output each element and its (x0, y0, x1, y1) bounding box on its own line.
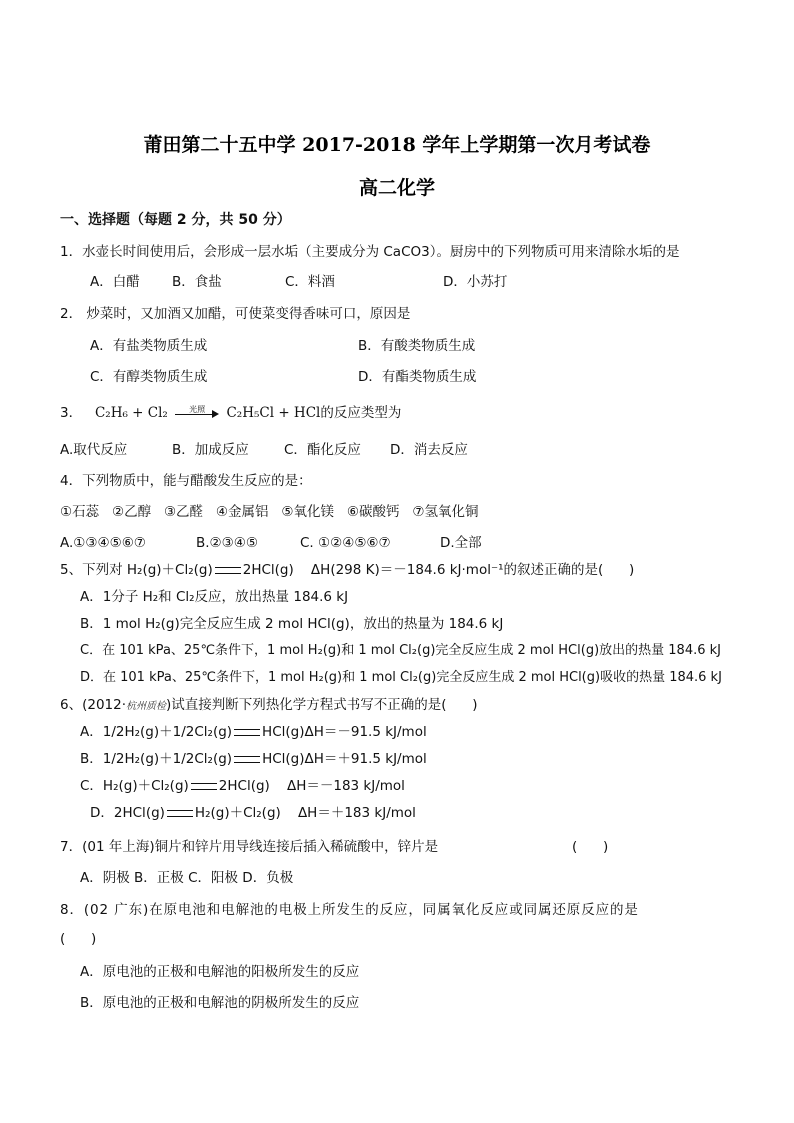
q4-option-c: C. ①②④⑤⑥⑦ (300, 535, 391, 551)
q3-condition: 光照 (189, 405, 206, 414)
q6-a-lhs: A．1/2H₂(g)＋1/2Cl₂(g) (80, 724, 233, 740)
q7-answer-blank: ( ) (572, 839, 609, 855)
q6-option-b (80, 750, 427, 768)
q6-option-a (80, 723, 427, 741)
question-1-stem: 1．水壶长时间使用后，会形成一层水垢（主要成分为 CaCO3）。厨房中的下列物质可用来清除水垢的是 (60, 244, 680, 260)
q3-tail: 的反应类型为 (320, 405, 402, 421)
equals-sign-icon (167, 810, 193, 817)
q5-stem-pre: 5、下列对 H₂(g)＋Cl₂(g) (60, 562, 213, 578)
q3-option-a: A.取代反应 (60, 442, 128, 458)
q7-options: A．阴极 B．正极 C．阳极 D．负极 (80, 870, 294, 886)
q3-reactants: C₂H₆ + Cl₂ (94, 405, 168, 421)
q8-answer-blank: ( ) (60, 931, 97, 947)
q1-option-b: B．食盐 (172, 274, 222, 290)
equals-sign-icon (215, 567, 241, 574)
q3-option-b: B．加成反应 (172, 442, 249, 458)
q1-option-a: A．白醋 (90, 274, 140, 290)
q2-option-b: B．有酸类物质生成 (358, 338, 476, 354)
q2-option-a: A．有盐类物质生成 (90, 338, 208, 354)
q6-d-lhs: D．2HCl(g) (90, 805, 165, 821)
q1-option-c: C．料酒 (285, 274, 335, 290)
q5-option-a: A．1分子 H₂和 Cl₂反应，放出热量 184.6 kJ (80, 589, 349, 605)
equals-sign-icon (191, 783, 217, 790)
q3-option-c: C．酯化反应 (284, 442, 361, 458)
exam-title: 莆田第二十五中学 2017-2018 学年上学期第一次月考试卷 (143, 134, 651, 156)
q2-option-c: C．有醇类物质生成 (90, 369, 208, 385)
exam-subtitle: 高二化学 (358, 177, 435, 199)
question-5-stem (60, 561, 634, 579)
question-6-stem (60, 696, 478, 716)
question-7-stem: 7．(01 年上海)铜片和锌片用导线连接后插入稀硫酸中，锌片是 (60, 839, 439, 855)
equals-sign-icon (234, 756, 260, 763)
q1-option-d: D．小苏打 (443, 274, 508, 290)
q6-option-d (90, 804, 416, 822)
q6-d-rhs: H₂(g)＋Cl₂(g) ΔH＝＋183 kJ/mol (194, 805, 416, 821)
q6-option-c (80, 777, 405, 795)
q4-option-b: B.②③④⑤ (196, 535, 258, 551)
q5-stem-mid: 2HCl(g) ΔH(298 K)＝－184.6 kJ·mol⁻¹的叙述正确的是( ) (242, 562, 635, 578)
question-4-stem: 4．下列物质中，能与醋酸发生反应的是： (60, 473, 312, 489)
q6-stem-pre: 6、(2012· (60, 697, 127, 713)
q6-c-rhs: 2HCl(g) ΔH＝－183 kJ/mol (218, 778, 405, 794)
source-stamp: 杭州质检 (126, 701, 167, 712)
q4-items: ①石蕊 ②乙醇 ③乙醛 ④金属铝 ⑤氧化镁 ⑥碳酸钙 ⑦氢氧化铜 (60, 504, 479, 520)
q5-option-d: D．在 101 kPa、25℃条件下，1 mol H₂(g)和 1 mol Cl₂(g)完全反应生成 2 mol HCl(g)吸收的热量 184.6 kJ (80, 670, 722, 685)
q6-b-lhs: B．1/2H₂(g)＋1/2Cl₂(g) (80, 751, 233, 767)
q2-option-d: D．有酯类物质生成 (358, 369, 477, 385)
q6-c-lhs: C．H₂(g)＋Cl₂(g) (80, 778, 189, 794)
q4-option-a: A.①③④⑤⑥⑦ (60, 535, 146, 551)
q5-option-c: C．在 101 kPa、25℃条件下，1 mol H₂(g)和 1 mol Cl₂(g)完全反应生成 2 mol HCl(g)放出的热量 184.6 kJ (80, 643, 721, 658)
q6-a-rhs: HCl(g)ΔH＝－91.5 kJ/mol (262, 724, 427, 740)
question-2-stem: 2． 炒菜时，又加酒又加醋，可使菜变得香味可口，原因是 (60, 306, 411, 322)
section-heading: 一、选择题（每题 2 分，共 50 分） (60, 212, 291, 228)
question-3-stem (60, 404, 401, 422)
q4-option-d: D.全部 (440, 535, 482, 551)
question-8-stem: 8．(02 广东)在原电池和电解池的电极上所发生的反应，同属氧化反应或同属还原反应的是 (60, 902, 639, 918)
q3-number: 3． (60, 405, 83, 421)
q5-option-b: B．1 mol H₂(g)完全反应生成 2 mol HCl(g)，放出的热量为 184.6 kJ (80, 616, 504, 632)
q3-products: C₂H₅Cl + HCl (226, 405, 321, 421)
equals-sign-icon (234, 729, 260, 736)
q8-option-b: B．原电池的正极和电解池的阴极所发生的反应 (80, 995, 360, 1011)
q3-option-d: D．消去反应 (390, 442, 468, 458)
reaction-arrow-icon (175, 406, 219, 420)
q6-b-rhs: HCl(g)ΔH＝＋91.5 kJ/mol (262, 751, 427, 767)
q8-option-a: A．原电池的正极和电解池的阳极所发生的反应 (80, 964, 360, 980)
q6-stem-post: )试直接判断下列热化学方程式书写不正确的是( ) (166, 697, 478, 713)
